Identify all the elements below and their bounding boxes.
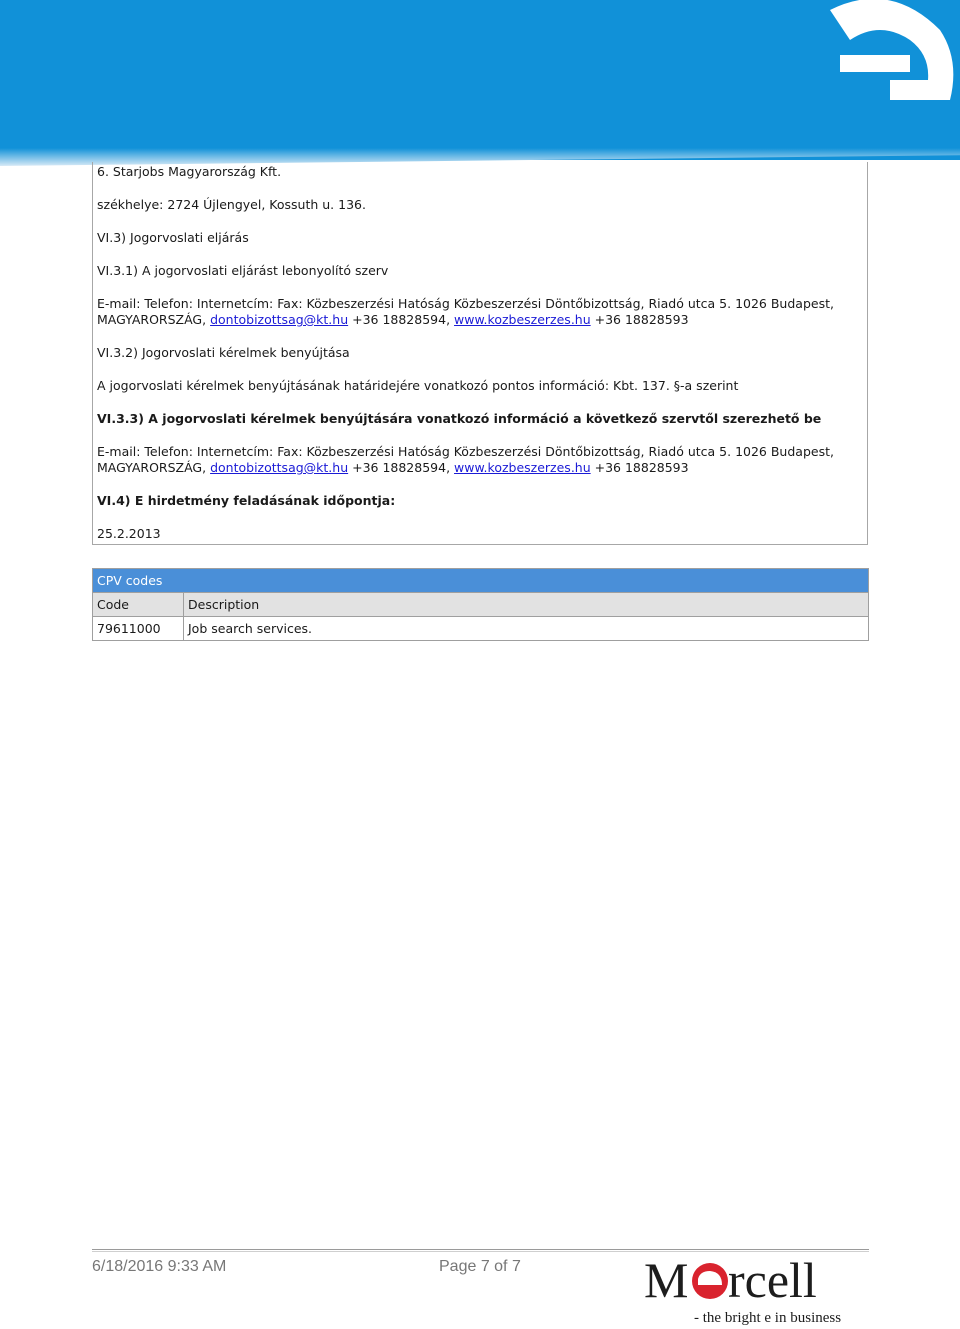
table-row	[93, 617, 869, 641]
contractor-name: 6. Starjobs Magyarország Kft.	[97, 164, 282, 179]
section-vi31-contact-line1: E-mail: Telefon: Internetcím: Fax: Közbeszerzési Hatóság Közbeszerzési Döntőbizottság, Riadó utca 5. 1026 Budapest,	[97, 296, 834, 311]
column-header-description: Description	[184, 593, 869, 617]
section-vi33-contact-line2	[97, 460, 689, 476]
notice-date: 25.2.2013	[97, 526, 161, 541]
section-vi33-title: VI.3.3) A jogorvoslati kérelmek benyújtására vonatkozó információ a következő szervtől szerezhető be	[97, 411, 822, 426]
cpv-table-title: CPV codes	[93, 569, 869, 593]
footer-page-number: Page 7 of 7	[439, 1258, 521, 1275]
website-link[interactable]: www.kozbeszerzes.hu	[454, 312, 591, 327]
email-link[interactable]: dontobizottsag@kt.hu	[210, 312, 349, 327]
phone-text: +36 18828594,	[348, 312, 455, 327]
contractor-seat: székhelye: 2724 Újlengyel, Kossuth u. 136.	[97, 197, 366, 212]
logo-tagline: - the bright e in business	[694, 1310, 842, 1326]
cpv-table-title-row	[93, 569, 869, 593]
phone-text: +36 18828594,	[348, 460, 455, 475]
marcell-logo-icon	[642, 1252, 870, 1328]
cpv-code-cell: 79611000	[93, 617, 184, 641]
column-header-code: Code	[93, 593, 184, 617]
cpv-description-cell: Job search services.	[184, 617, 869, 641]
e-logo-icon	[800, 0, 960, 130]
section-vi32-text: A jogorvoslati kérelmek benyújtásának határidejére vonatkozó pontos információ: Kbt. 137. §-a szerint	[97, 378, 739, 393]
section-vi31-contact-line2	[97, 312, 689, 328]
section-vi32-title: VI.3.2) Jogorvoslati kérelmek benyújtása	[97, 345, 350, 360]
section-vi3-title: VI.3) Jogorvoslati eljárás	[97, 230, 249, 245]
footer-divider	[92, 1249, 869, 1250]
email-link[interactable]: dontobizottsag@kt.hu	[210, 460, 349, 475]
website-link[interactable]: www.kozbeszerzes.hu	[454, 460, 591, 475]
section-vi33-contact-line1: E-mail: Telefon: Internetcím: Fax: Közbeszerzési Hatóság Közbeszerzési Döntőbizottság, Riadó utca 5. 1026 Budapest,	[97, 444, 834, 459]
cpv-codes-table	[92, 568, 869, 641]
svg-text:rcell: rcell	[728, 1252, 817, 1308]
svg-text:M: M	[644, 1252, 689, 1308]
fax-text: +36 18828593	[590, 460, 689, 475]
country-text: MAGYARORSZÁG,	[97, 460, 211, 475]
fax-text: +36 18828593	[590, 312, 689, 327]
footer-timestamp: 6/18/2016 9:33 AM	[92, 1258, 227, 1275]
country-text: MAGYARORSZÁG,	[97, 312, 211, 327]
section-vi31-title: VI.3.1) A jogorvoslati eljárást lebonyolító szerv	[97, 263, 389, 278]
cpv-table-header-row	[93, 593, 869, 617]
section-vi4-title: VI.4) E hirdetmény feladásának időpontja:	[97, 493, 396, 508]
